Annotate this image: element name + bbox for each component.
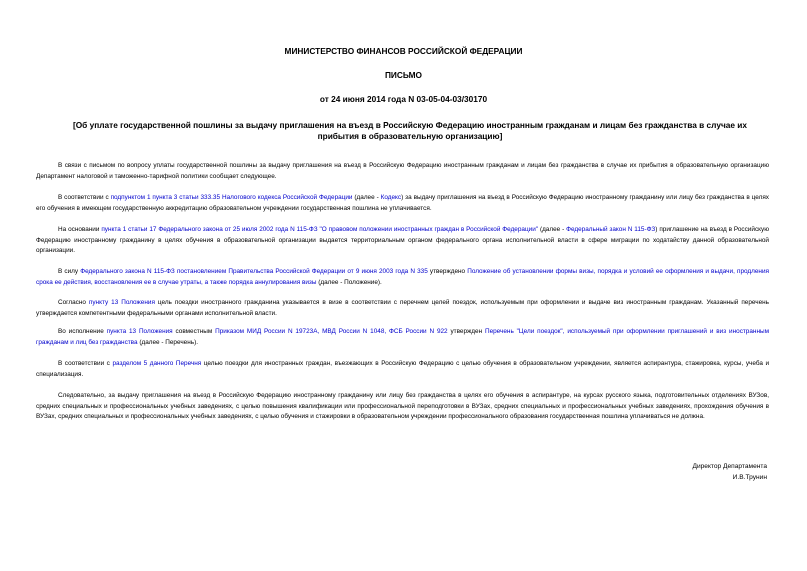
paragraph-text: (далее - xyxy=(352,194,381,201)
paragraph-1 xyxy=(36,161,769,182)
ministry-title: МИНИСТЕРСТВО ФИНАНСОВ РОССИЙСКОЙ ФЕДЕРАЦИИ xyxy=(284,46,523,56)
paragraph-2 xyxy=(36,193,769,214)
paragraph-text: Согласно xyxy=(58,299,89,306)
document-subject: [Об уплате государственной пошлины за выдачу приглашения на въезд в Российскую Федерацию иностранным гражданам и лицам без гражданства в случае их прибытия в образовательную организацию] xyxy=(72,120,748,141)
paragraph-5 xyxy=(36,298,769,319)
paragraph-text: ) за выдачу приглашения на въезд в Российскую Федерацию иностранному гражданину или лицу без гражданства в целях его обучения в имеющем государственную аккредитацию образовательном учреждении государственная пошлина не уплачивается. xyxy=(36,194,769,212)
paragraph-text: Следовательно, за выдачу приглашения на въезд в Российскую Федерацию иностранному гражданину или лицу без гражданства в целях его обучения в аспирантуре, на курсах русского языка, подготовительных отделениях ВУЗов, средних специальных и профессиональных учебных заведениях, с целью повышения квалификации или профессиональной переподготовки в ВУЗах, средних специальных и профессиональных учебных заведениях, прохождения обучения в ВУЗах, средних специальных и профессиональных учебных заведениях, с целью обучения и стажировки в образовательном учреждении профессионального образования государственная пошлина уплачиваться не должна. xyxy=(36,392,769,421)
signature-position: Директор Департамента xyxy=(692,463,767,470)
document-link[interactable]: пункта 13 Положения xyxy=(106,328,173,335)
paragraph-text: В силу xyxy=(58,268,81,275)
paragraph-3 xyxy=(36,225,769,257)
paragraph-7 xyxy=(36,359,769,380)
document-link[interactable]: Приказом МИД России N 19723А, МВД России N 1048, ФСБ России N 922 xyxy=(215,328,448,335)
paragraph-text: цель поездки иностранного гражданина указывается в визе в соответствии с перечнем целей поездок, используемым при оформлении и выдаче виз иностранным гражданам. Указанный перечень утверждается компетентными федеральными органами исполнительной власти. xyxy=(36,299,769,317)
document-link[interactable]: постановлением Правительства Российской Федерации от 9 июня 2003 года N 335 xyxy=(176,268,428,275)
document-type: ПИСЬМО xyxy=(384,70,423,80)
paragraph-text: В соответствии с xyxy=(58,360,113,367)
document-date-number: от 24 июня 2014 года N 03-05-04-03/30170 xyxy=(319,94,488,104)
document-link[interactable]: подпунктом 1 пункта 3 статьи 333.35 Налогового кодекса Российской Федерации xyxy=(110,194,353,201)
paragraph-text: Во исполнение xyxy=(58,328,107,335)
document-link[interactable]: Перечень "Цели поездок", используемый при оформлении приглашений и виз иностранным гражданам и лиц без гражданства xyxy=(36,328,769,346)
document-link[interactable]: разделом 5 данного Перечня xyxy=(112,360,202,367)
paragraph-text: утвержден xyxy=(447,328,485,335)
paragraph-text: (далее - xyxy=(538,226,567,233)
paragraph-text: совместным xyxy=(172,328,216,335)
paragraph-8 xyxy=(36,391,769,423)
paragraph-text: В связи с письмом по вопросу уплаты государственной пошлины за выдачу приглашения на въезд в Российскую Федерацию иностранным гражданам и лицам без гражданства в случае их прибытия в образовательную организацию Департамент налоговой и таможенно-тарифной политики сообщает следующее. xyxy=(36,162,769,180)
document-link[interactable]: пункта 1 статьи 17 Федерального закона от 25 июля 2002 года N 115-ФЗ "О правовом положении иностранных граждан в Российской Федерации" xyxy=(101,226,539,233)
paragraph-text: (далее - Положение). xyxy=(316,278,382,286)
paragraph-4 xyxy=(36,267,769,288)
document-link[interactable]: пункту 13 Положения xyxy=(88,299,155,306)
paragraph-text: (далее - Перечень). xyxy=(137,338,198,346)
paragraph-text: На основании xyxy=(58,226,102,233)
document-link[interactable]: Кодекс xyxy=(380,194,402,201)
paragraph-text: утверждено xyxy=(427,268,468,275)
paragraph-6 xyxy=(36,327,769,348)
document-link[interactable]: Федеральный закон N 115-ФЗ xyxy=(566,226,656,233)
paragraph-text: ) приглашение на въезд в Российскую Федерацию иностранному гражданину в целях обучения в образовательной организации выдается территориальным органом федерального органа исполнительной власти в сфере миграции по ходатайству данной образовательной организации. xyxy=(36,226,769,255)
document-link[interactable]: Положение об установлении формы визы, порядка и условий ее оформления и выдачи, продления срока ее действия, восстановления ее в случае утраты, а также порядка аннулирования визы xyxy=(36,268,769,286)
paragraph-text: целью поездки для иностранных граждан, въезжающих в Российскую Федерацию с целью обучения в образовательном учреждении, является аспирантура, стажировка, курсы, учеба и специализация. xyxy=(36,360,770,378)
document-link[interactable]: Федерального закона N 115-ФЗ xyxy=(80,268,175,275)
signature-name: И.В.Трунин xyxy=(732,474,767,481)
paragraph-text: В соответствии с xyxy=(58,194,111,201)
